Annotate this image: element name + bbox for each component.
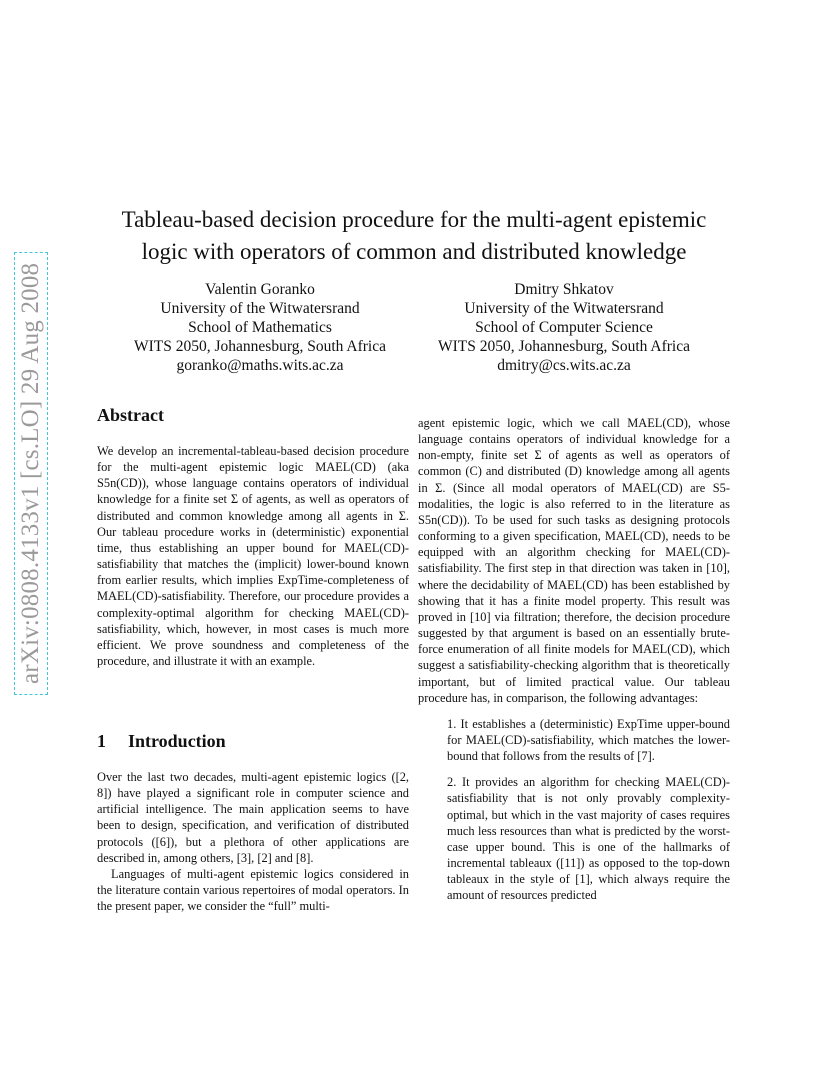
paper-title: Tableau-based decision procedure for the multi-agent epistemic logic with operators of common and distributed knowledge [121,207,707,264]
intro-body [97,769,409,914]
intro-paragraph-1: Over the last two decades, multi-agent epistemic logics ([2, 8]) have played a significant role in computer science and artificial intelligence. The main application seems to have been to design, specification, and verification of distributed protocols ([6]), but a plethora of other applications are described in, among others, [3], [2] and [8]. [97,770,409,865]
list-item: 1. It establishes a (deterministic) ExpTime upper-bound for MAEL(CD)-satisfiability, which matches the lower-bound that follows from the results of [7]. [447,716,730,764]
author-dept: School of Computer Science [475,319,653,336]
author-affiliation: University of the Witwatersrand [464,300,664,317]
author-block-1 [120,280,400,375]
intro-paragraph-2: Languages of multi-agent epistemic logics considered in the literature contain various repertoires of modal operators. In the present paper, we consider the “full” multi- [97,866,409,914]
author-name: Valentin Goranko [205,281,315,298]
section-number: 1 [97,731,106,751]
right-column [418,415,730,914]
author-block-2 [424,280,704,375]
author-email[interactable]: goranko@maths.wits.ac.za [176,357,344,374]
author-affiliation: University of the Witwatersrand [160,300,360,317]
author-dept: School of Mathematics [188,319,332,336]
right-paragraph: agent epistemic logic, which we call MAEL(CD), whose language contains operators of individual knowledge for a non-empty, finite set Σ of agents as well as operators of common (C) and distributed (D) knowledge among all agents in Σ. (Since all modal operators of MAEL(CD) are S5-modalities, the logic is also referred to in the literature as S5n(CD)). To be used for such tasks as designing protocols conforming to a given specification, MAEL(CD), needs to be equipped with an algorithm checking for MAEL(CD)-satisfiability. The first step in that direction was taken in [10], where the decidability of MAEL(CD) has been established by showing that it has a finite model property. This result was proved in [10] via filtration; therefore, the decision procedure suggested by that argument is based on an essentially brute-force enumeration of all finite models for MAEL(CD), which suggest a satisfiability-checking algorithm that is theoretically important, but of limited practical value. Our tableau procedure has, in comparison, the following advantages: [418,416,730,705]
intro-heading [97,731,226,752]
author-name: Dmitry Shkatov [514,281,614,298]
author-email[interactable]: dmitry@cs.wits.ac.za [497,357,631,374]
arxiv-side-stamp: arXiv:0808.4133v1 [cs.LO] 29 Aug 2008 [14,252,48,695]
section-title: Introduction [128,731,226,751]
abstract-heading: Abstract [97,405,164,425]
list-item: 2. It provides an algorithm for checking MAEL(CD)-satisfiability that is not only provably complexity-optimal, but which in the vast majority of cases requires much less resources than what is predicted by the worst-case upper bound. This is one of the hallmarks of incremental tableaux ([11]) as opposed to the top-down tableaux in the style of [1], which always require the amount of resources predicted [447,775,730,903]
author-address: WITS 2050, Johannesburg, South Africa [438,338,690,355]
abstract-body [97,443,409,669]
author-address: WITS 2050, Johannesburg, South Africa [134,338,386,355]
abstract-text: We develop an incremental-tableau-based decision procedure for the multi-agent epistemic logic MAEL(CD) (aka S5n(CD)), whose language contains operators of individual knowledge for a finite set Σ of agents, as well as operators of distributed and common knowledge among all agents in Σ. Our tableau procedure works in (deterministic) exponential time, thus establishing an upper bound for MAEL(CD)-satisfiability that matches the (implicit) lower-bound known from earlier results, which implies ExpTime-completeness of MAEL(CD)-satisfiability. Therefore, our procedure provides a complexity-optimal algorithm for checking MAEL(CD)-satisfiability, which, however, in most cases is much more efficient. We prove soundness and completeness of the procedure, and illustrate it with an example. [97,444,409,669]
advantages-list [418,716,730,904]
